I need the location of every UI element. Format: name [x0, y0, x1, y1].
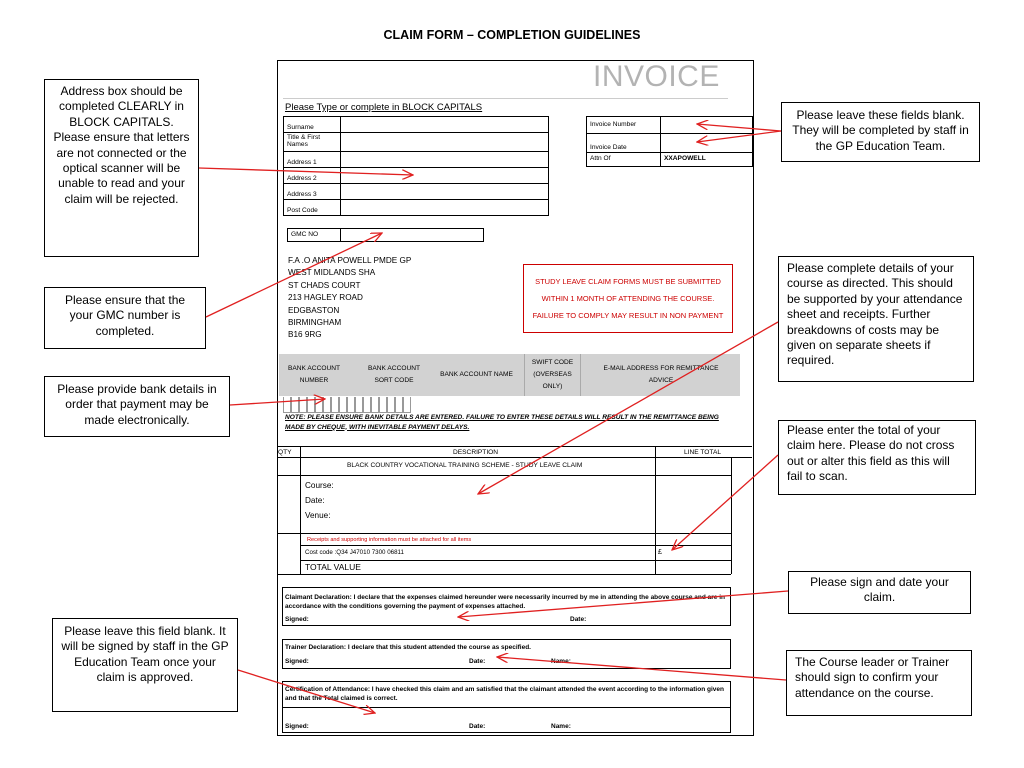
- callout-leave-blank: Please leave this field blank. It will be signed by staff in the GP Education Team once your claim is approved.: [52, 618, 238, 712]
- certification-text: Certification of Attendance: I have checked this claim and am satisfied that the claimant attended the event according to the information given and that the Total claimed is correct.: [285, 686, 724, 702]
- surname-label: Surname: [284, 117, 341, 133]
- claimant-date[interactable]: Date:: [570, 616, 587, 623]
- post-code-label: Post Code: [284, 200, 341, 216]
- arrow-invoice-number: [697, 124, 781, 131]
- arrow-total: [672, 455, 778, 550]
- callout-total: Please enter the total of your claim here. Please do not cross out or alter this field as this will fail to scan.: [778, 420, 976, 495]
- trainer-signed[interactable]: Signed:: [285, 658, 309, 665]
- first-names-label: Title & First Names: [284, 133, 341, 152]
- scheme-text: BLACK COUNTRY VOCATIONAL TRAINING SCHEME - STUDY LEAVE CLAIM: [347, 462, 583, 469]
- callout-invoice-fields: Please leave these fields blank. They will be completed by staff in the GP Education Team.: [781, 102, 980, 162]
- line-total-header: LINE TOTAL: [684, 449, 722, 456]
- claimant-signed[interactable]: Signed:: [285, 616, 309, 623]
- attn-of-label: Attn Of: [587, 153, 661, 167]
- arrow-leave-blank: [238, 670, 375, 713]
- certification-name: Name:: [551, 723, 571, 730]
- callout-course-details: Please complete details of your course as directed. This should be supported by your attendance sheet and receipts. Further breakdowns of costs may be given on separate sheets if required.: [778, 256, 974, 382]
- claimant-text: Claimant Declaration: I declare that the expenses claimed hereunder were necessarily incurred by me in attending the above course and are in accordance with the conditions governing the payment of expenses attached.: [285, 594, 725, 610]
- callout-bank: Please provide bank details in order that payment may be made electronically.: [44, 376, 230, 437]
- description-header-label: DESCRIPTION: [453, 449, 499, 456]
- address-3-label: Address 3: [284, 184, 341, 200]
- bank-sort-code-header: BANK ACCOUNT SORT CODE: [367, 365, 421, 384]
- arrow-address: [199, 168, 413, 175]
- currency-symbol[interactable]: £: [658, 549, 662, 556]
- callout-address: Address box should be completed CLEARLY in BLOCK CAPITALS. Please ensure that letters are not connected or the optical scanner will be unable to read and your claim will be rejected.: [44, 79, 199, 257]
- callout-gmc: Please ensure that the your GMC number is completed.: [44, 287, 206, 349]
- swift-code-header: SWIFT CODE (OVERSEAS ONLY): [524, 354, 581, 396]
- course-label: Course:: [305, 481, 334, 490]
- arrow-gmc: [206, 233, 382, 317]
- invoice-date-label: Invoice Date: [587, 134, 661, 153]
- arrow-course-leader: [497, 657, 786, 680]
- address-line: EDGBASTON: [288, 305, 340, 315]
- qty-header: QTY: [278, 449, 292, 456]
- address-line: 213 HAGLEY ROAD: [288, 293, 363, 303]
- callout-sign: Please sign and date your claim.: [788, 571, 971, 614]
- bank-account-name-header: BANK ACCOUNT NAME: [440, 371, 513, 378]
- address-line: F.A .O ANITA POWELL PMDE GP: [288, 256, 412, 265]
- cost-code: Cost code :Q34 J47010 7300 06811: [305, 549, 404, 556]
- certification-date: Date:: [469, 723, 486, 730]
- bank-note: NOTE: PLEASE ENSURE BANK DETAILS ARE ENTERED. FAILURE TO ENTER THESE DETAILS WILL RESULT IN THE REMITTANCE BEING MADE BY CHEQUE, WITH INEVITABLE PAYMENT DELAYS.: [285, 414, 719, 431]
- address-line: ST CHADS COURT: [288, 280, 361, 290]
- trainer-date[interactable]: Date:: [469, 658, 486, 665]
- trainer-text: Trainer Declaration: I declare that this student attended the course as specified.: [285, 644, 531, 651]
- bank-account-number-header: BANK ACCOUNT NUMBER: [287, 365, 341, 384]
- address-line: B16 9RG: [288, 330, 322, 340]
- date-label: Date:: [305, 496, 325, 505]
- trainer-name[interactable]: Name:: [551, 658, 571, 665]
- arrow-sign: [458, 591, 788, 617]
- address-1-label: Address 1: [284, 152, 341, 168]
- address-line: BIRMINGHAM: [288, 318, 342, 328]
- attn-of-value: XXAPOWELL: [661, 153, 753, 167]
- address-2-label: Address 2: [284, 168, 341, 184]
- invoice-heading: INVOICE: [593, 60, 720, 93]
- type-instruction: Please Type or complete in BLOCK CAPITALS: [285, 102, 483, 113]
- address-line: WEST MIDLANDS SHA: [288, 268, 376, 278]
- email-remittance-header: E-MAIL ADDRESS FOR REMITTANCE ADVICE: [603, 365, 719, 384]
- total-value-label: TOTAL VALUE: [305, 562, 361, 572]
- receipts-note: Receipts and supporting information must be attached for all items: [307, 537, 472, 543]
- study-leave-notice-text: STUDY LEAVE CLAIM FORMS MUST BE SUBMITTED WITHIN 1 MONTH OF ATTENDING THE COURSE. FAILURE TO COMPLY MAY RESULT IN NON PAYMENT: [532, 277, 724, 320]
- gmc-label: GMC NO: [288, 229, 341, 242]
- arrow-bank: [230, 399, 325, 405]
- page-title: CLAIM FORM – COMPLETION GUIDELINES: [383, 28, 641, 42]
- invoice-number-label: Invoice Number: [587, 117, 661, 134]
- certification-signed: Signed:: [285, 723, 309, 730]
- arrow-course-details: [478, 322, 778, 494]
- venue-label: Venue:: [305, 511, 331, 520]
- callout-course-leader: The Course leader or Trainer should sign to confirm your attendance on the course.: [786, 650, 972, 716]
- arrow-invoice-date: [697, 131, 781, 142]
